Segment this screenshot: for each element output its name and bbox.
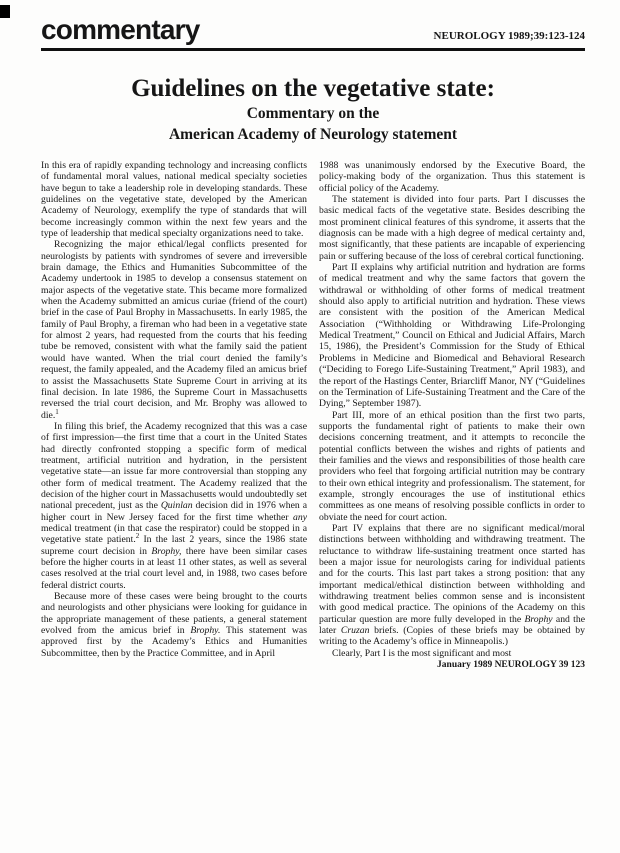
paragraph: 1988 was unanimously endorsed by the Executive Board, the policy-making body of the organization. Thus this statement is official policy of the Academy. — [319, 159, 585, 194]
paragraph: In this era of rapidly expanding technology and increasing conflicts of fundamental moral values, national medical specialty societies have begun to take a leadership role in developing standards. These guidelines on the vegetative state, developed by the American Academy of Neurology, exemplify the type of standards that will become increasingly common within the next few years and the type of leadership that medical specialty organizations need to take. — [41, 159, 307, 240]
paragraph: Clearly, Part I is the most significant and most — [332, 647, 512, 659]
paragraph: Part III, more of an ethical position than the first two parts, supports the fundamental right of patients to make their own decisions concerning treatment, and it attempts to reconcile the potential conflicts between the wishes and rights of patients and their families and the views and responsibilities of those health care providers who feel that forgoing artificial nutrition may be contrary to their own ethical integrity and professionalism. The statement, for example, strongly encourages the use of institutional ethics committees as one means of resolving possible conflicts in order to obviate the need for court action. — [319, 409, 585, 523]
article-body — [41, 160, 585, 659]
page-content — [41, 16, 585, 670]
article-title-block — [41, 76, 585, 143]
paragraph: In filing this brief, the Academy recognized that this was a case of first impression—the first time that a court in the United States had directly confronted stopping a specific form of medical treatment, artificial nutrition and hydration, in the persistent vegetative state—an issue far more controversial than stopping any other form of medical treatment. The Academy realized that the decision of the higher court in Massachusetts would undoubtedly set national precedent, just as the Quinlan decision did in 1976 when a higher court in New Jersey faced for the first time whether any medical treatment (in that case the respirator) could be stopped in a vegetative state patient.$^2$ In the last 2 years, since the 1986 state supreme court decision in Brophy, there have been similar cases before the higher courts in at least 11 other states, as well as several cases resolved at the trial court level and, in 1988, two cases before federal district courts. — [41, 420, 308, 591]
paragraph: Part II explains why artificial nutrition and hydration are forms of medical treatment and why the same factors that govern the withdrawal or withholding of other forms of medical treatment should also apply to artificial nutrition and hydration. These views are consistent with the position of the American Medical Association (“Withholding or Withdrawing Life-Prolonging Medical Treatment,” Council on Ethical and Judicial Affairs, March 15, 1986), the President’s Commission for the Study of Ethical Problems in Medicine and Biomedical and Behavioral Research (“Deciding to Forego Life-Sustaining Treatment,” April 1983), and the report of the Hastings Center, Briarcliff Manor, NY (“Guidelines on the Termination of Life-Sustaining Treatment and the Care of the Dying,” September 1987). — [319, 262, 585, 410]
article-title: Guidelines on the vegetative state: — [131, 75, 495, 102]
journal-citation: NEUROLOGY 1989;39:123-124 — [433, 30, 585, 42]
page-footer: January 1989 NEUROLOGY 39 123 — [437, 660, 585, 671]
paragraph: Recognizing the major ethical/legal conflicts presented for neurologists by patients with syndromes of severe and irreversible brain damage, the Ethics and Humanities Subcommittee of the Academy undertook in 1985 to develop a consensus statement on major aspects of the vegetative state. This became more formalized when the Academy submitted an amicus curiae (friend of the court) brief in the case of Paul Brophy in Massachusetts. In early 1985, the family of Paul Brophy, a fireman who had been in a vegetative state for almost 2 years, had requested from the courts that his feeding tube be removed, consistent with what the family said the patient would have wanted. When the trial court denied the family’s request, the family appealed, and the Academy filed an amicus brief to assist the Massachusetts State Supreme Court in arriving at its final decision. In late 1986, the Supreme Court in Massachusetts reversed the trial court decision, and Mr. Brophy was allowed to die.$^1$ — [41, 239, 307, 421]
header-row — [41, 16, 585, 44]
article-subtitle-line2: American Academy of Neurology statement — [168, 125, 458, 143]
right-column — [319, 160, 585, 659]
section-title: commentary — [41, 14, 200, 45]
left-column — [41, 160, 307, 659]
header-rule — [41, 48, 585, 51]
print-artifact-mark — [0, 5, 10, 18]
page-header — [41, 16, 585, 51]
paragraph: The statement is divided into four parts. Part I discusses the basic medical facts of the vegetative state. Besides describing the most prominent clinical features of this syndrome, it asserts that the diagnosis can be made with a high degree of medical certainty and, most significantly, that these patients are incapable of experiencing pain or suffering because of the loss of cerebral cortical functioning. — [319, 194, 585, 262]
paragraph: Part IV explains that there are no significant medical/moral distinctions between withholding and withdrawing treatment. The reluctance to withdraw life-sustaining treatment once started has been a major issue for neurologists caring for individual patients and for the courts. This last part takes a strong position: that any important medical/ethical distinction between withholding and withdrawing treatment belies common sense and is inconsistent with good medical practice. The opinions of the Academy on this particular question are more fully developed in the Brophy and the later Cruzan briefs. (Copies of these briefs may be obtained by writing to the Academy’s office in Minneapolis.) — [319, 522, 586, 648]
article-subtitle-line1: Commentary on the — [246, 105, 380, 123]
paragraph: Because more of these cases were being brought to the courts and neurologists and other physicians were looking for guidance in the appropriate management of these patients, a general statement evolved from the amicus brief in Brophy. This statement was approved first by the Academy’s Ethics and Humanities Subcommittee, then by the Practice Committee, and in April — [41, 591, 307, 659]
